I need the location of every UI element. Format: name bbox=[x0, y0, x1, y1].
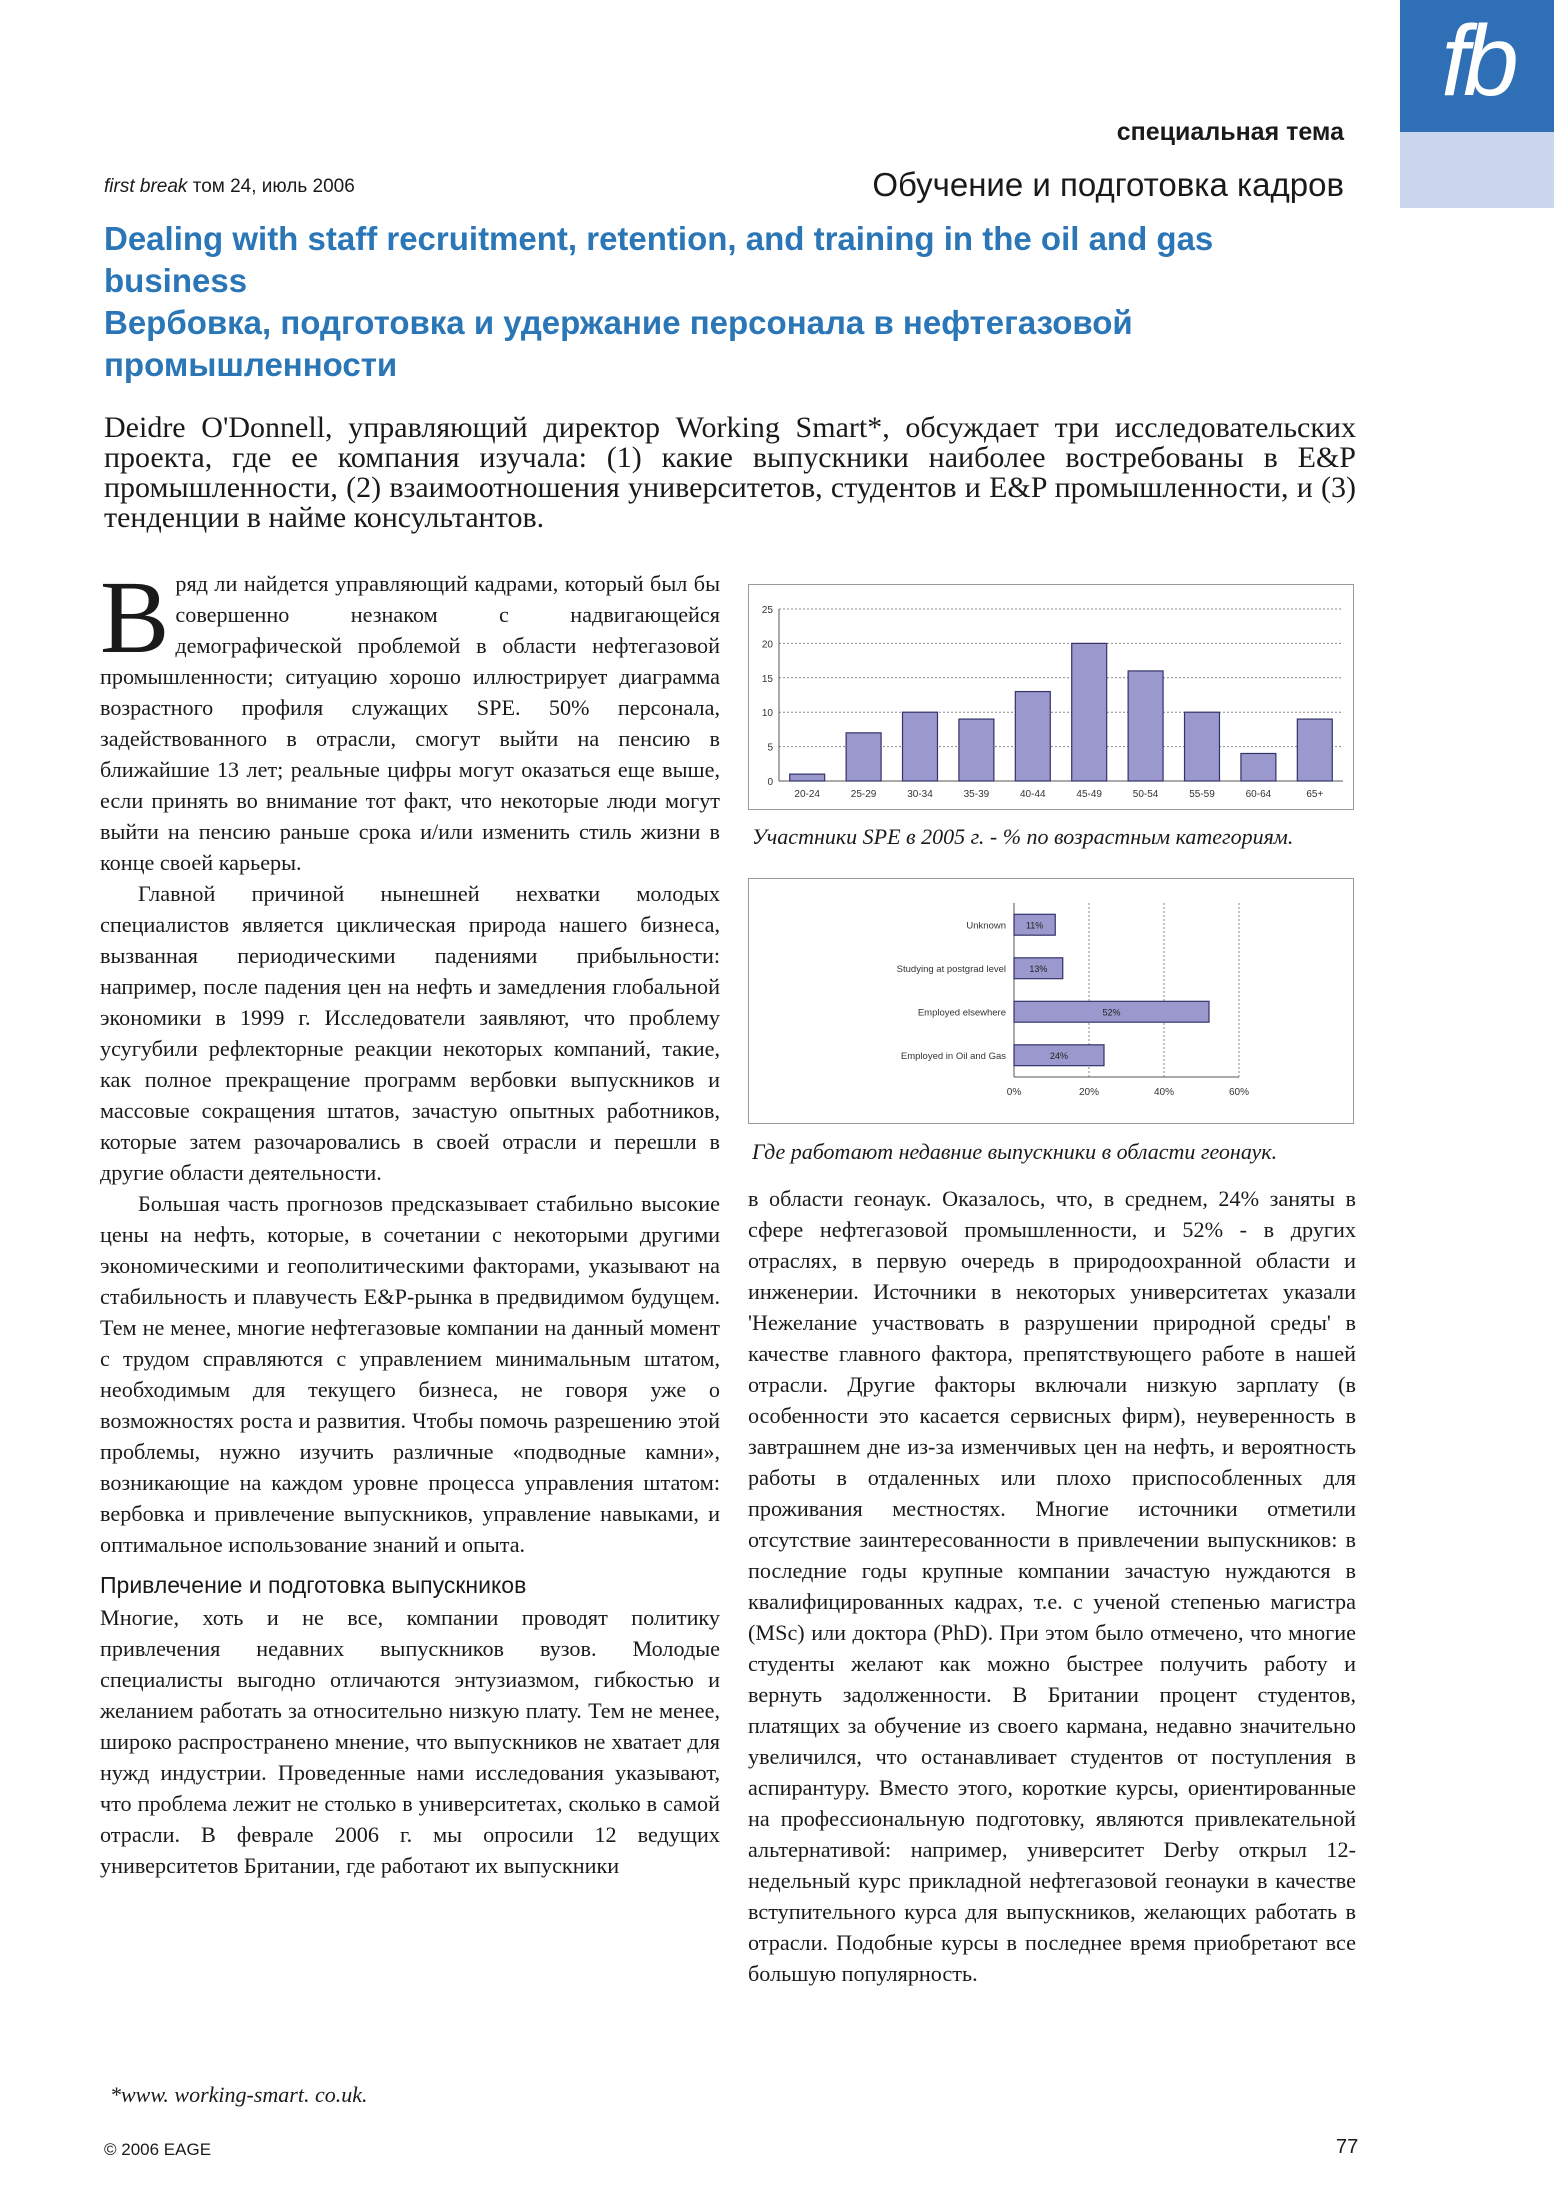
y-tick-label: Employed elsewhere bbox=[917, 1007, 1006, 1019]
data-label: 11% bbox=[1025, 920, 1044, 931]
bar bbox=[1297, 719, 1332, 781]
x-tick-label: 65+ bbox=[1306, 789, 1324, 800]
y-tick-label: 0 bbox=[767, 777, 773, 788]
journal-issue: том 24, июль 2006 bbox=[187, 176, 355, 197]
y-tick-label: 25 bbox=[761, 605, 773, 616]
y-tick-label: 5 bbox=[767, 742, 773, 754]
bar bbox=[790, 774, 825, 781]
paragraph: в области геонаук. Оказалось, что, в среднем, 24% заняты в сфере нефтегазовой промышленности, и 52% - в других отраслях, в первую очередь в природоохранной области и инженерии. Источники в некоторых университетах указали 'Нежелание участвовать в разрушении природной среды' в качестве главного фактора, препятствующего работе в нашей отрасли. Другие факторы включали низкую зарплату (в особенности это касается сервисных фирм), неуверенность в завтрашнем дне из-за изменчивых цен на нефть, и вероятность работы в отдаленных или плохо приспособленных для проживания местностях. Многие источники отметили отсутствие заинтересованности в привлечении выпускников: в последние годы крупные компании зачастую нуждаются в квалифицированных кадрах, т.е. с ученой степенью магистра (MSc) или доктора (PhD). При этом было отмечено, что многие студенты желают как можно быстрее получить работу и вернуть задолженности. В Британии процент студентов, платящих за обучение из своего кармана, недавно значительно увеличился, что останавливает студентов от поступления в аспирантуру. Вместо этого, короткие курсы, ориентированные на профессиональную подготовку, являются привлекательной альтернативой: например, университет Derby открыл 12-недельный курс прикладной нефтегазовой геонауки в качестве вступительного курса для выпускников, желающих работать в отрасли. Подобные курсы в последнее время приобретают все большую популярность. bbox=[748, 1186, 1356, 1986]
bar bbox=[959, 719, 994, 781]
age-profile-chart bbox=[748, 584, 1354, 810]
x-tick-label: 30-34 bbox=[907, 789, 933, 800]
paragraph: Главной причиной нынешней нехватки молодых специалистов является циклическая природа нашего бизнеса, вызванная периодическими падениями прибыльности: например, после падения цен на нефть и замедления глобальной экономики в 1999 г. Исследователи заявляют, что проблему усугубили рефлекторные реакции некоторых компаний, такие, как полное прекращение программ вербовки выпускников и массовые сокращения штатов, зачастую опытных работников, которые затем разочаровались в своей отрасли и перешли в другие области деятельности. bbox=[100, 881, 720, 1185]
chart-caption: Участники SPE в 2005 г. - % по возрастным категориям. bbox=[752, 824, 1294, 849]
data-label: 24% bbox=[1049, 1050, 1069, 1061]
article-title-en: Dealing with staff recruitment, retention, and training in the oil and gas business bbox=[104, 220, 1214, 299]
body-column-left bbox=[100, 560, 720, 1881]
section-subheading: Привлечение и подготовка выпускников bbox=[100, 1572, 527, 1598]
x-tick-label: 20-24 bbox=[794, 789, 820, 800]
y-tick-label: Studying at postgrad level bbox=[896, 963, 1006, 975]
bar bbox=[1185, 712, 1220, 781]
x-tick-label: 25-29 bbox=[850, 789, 877, 800]
dropcap: В bbox=[100, 560, 170, 675]
x-tick-label: 40% bbox=[1153, 1087, 1175, 1098]
section-title: Обучение и подготовка кадров bbox=[872, 166, 1344, 203]
body-column-right bbox=[748, 1183, 1356, 1989]
x-tick-label: 60% bbox=[1228, 1087, 1250, 1098]
y-tick-label: Employed in Oil and Gas bbox=[900, 1050, 1006, 1062]
logo-text: fb bbox=[1441, 5, 1513, 117]
x-tick-label: 60-64 bbox=[1245, 789, 1272, 800]
bar bbox=[1072, 643, 1107, 781]
journal-logo bbox=[1400, 0, 1554, 208]
x-tick-label: 45-49 bbox=[1076, 789, 1102, 800]
x-tick-label: 55-59 bbox=[1189, 789, 1215, 800]
bar bbox=[1128, 671, 1163, 781]
paragraph: Многие, хоть и не все, компании проводят политику привлечения недавних выпускников вузов. Молодые специалисты выгодно отличаются энтузиазмом, гибкостью и желанием работать за относительно низкую плату. Тем не менее, широко распространено мнение, что выпускников не хватает для нужд индустрии. Проведенные нами исследования указывают, что проблема лежит не столько в университетах, сколько в самой отрасли. В феврале 2006 г. мы опросили 12 ведущих университетов Британии, где работают их выпускники bbox=[100, 1605, 720, 1878]
journal-name: first break bbox=[104, 176, 188, 197]
graduate-employment-chart bbox=[748, 878, 1354, 1124]
paragraph-text: ряд ли найдется управляющий кадрами, который был бы совершенно незнаком с надвигающейся демографической проблемой в области нефтегазовой промышленности; ситуацию хорошо иллюстрирует диаграмма возрастного профиля служащих SPE. 50% персонала, задействованного в отрасли, смогут выйти на пенсию в ближайшие 13 лет; реальные цифры могут оказаться еще выше, если принять во внимание тот факт, что некоторые люди могут выйти на пенсию раньше срока и/или изменить стиль жизни в конце своей карьеры. bbox=[100, 571, 720, 875]
copyright: © 2006 EAGE bbox=[104, 2140, 212, 2159]
x-tick-label: 50-54 bbox=[1132, 789, 1159, 800]
y-tick-label: Unknown bbox=[966, 920, 1006, 932]
paragraph bbox=[100, 560, 720, 878]
data-label: 52% bbox=[1102, 1007, 1121, 1018]
article-title bbox=[104, 218, 1354, 386]
lead-paragraph: Deidre O'Donnell, управляющий директор Working Smart*, обсуждает три исследовательских проекта, где ее компания изучала: (1) какие выпускники наиболее востребованы в E&P промышленности, (2) взаимоотношения университетов, студентов и E&P промышленности, и (3) тенденции в найме консультантов. bbox=[104, 411, 1356, 534]
age-profile-chart-svg bbox=[749, 585, 1353, 809]
journal-issue-line bbox=[104, 176, 355, 198]
y-tick-label: 20 bbox=[761, 639, 773, 651]
data-label: 13% bbox=[1029, 963, 1048, 974]
x-tick-label: 20% bbox=[1078, 1087, 1100, 1098]
x-tick-label: 40-44 bbox=[1020, 789, 1046, 800]
bar bbox=[1241, 753, 1276, 781]
special-topic-label: специальная тема bbox=[1116, 118, 1344, 146]
footnote: *www. working-smart. co.uk. bbox=[110, 2082, 368, 2107]
bar bbox=[1015, 692, 1050, 781]
bar bbox=[846, 733, 881, 781]
bar bbox=[903, 712, 938, 781]
x-tick-label: 35-39 bbox=[963, 789, 990, 800]
article-title-ru: Вербовка, подготовка и удержание персонала в нефтегазовой промышленности bbox=[104, 304, 1133, 383]
y-tick-label: 10 bbox=[761, 708, 773, 720]
page-number: 77 bbox=[1336, 2136, 1359, 2158]
paragraph: Большая часть прогнозов предсказывает стабильно высокие цены на нефть, которые, в сочетании с некоторыми другими экономическими и геополитическими факторами, указывают на стабильность и плавучесть E&P-рынка в предвидимом будущем. Тем не менее, многие нефтегазовые компании на данный момент с трудом справляются с управлением минимальным штатом, необходимым для текущего бизнеса, не говоря уже о возможностях роста и развития. Чтобы помочь разрешению этой проблемы, нужно изучить различные «подводные камни», возникающие на каждом уровне процесса управления штатом: вербовка и привлечение выпускников, управление навыками, и оптимальное использование знаний и опыта. bbox=[100, 1191, 720, 1557]
x-tick-label: 0% bbox=[1006, 1087, 1022, 1098]
chart-caption: Где работают недавние выпускники в области геонаук. bbox=[752, 1139, 1278, 1164]
y-tick-label: 15 bbox=[761, 673, 773, 685]
graduate-employment-chart-svg bbox=[749, 879, 1353, 1123]
